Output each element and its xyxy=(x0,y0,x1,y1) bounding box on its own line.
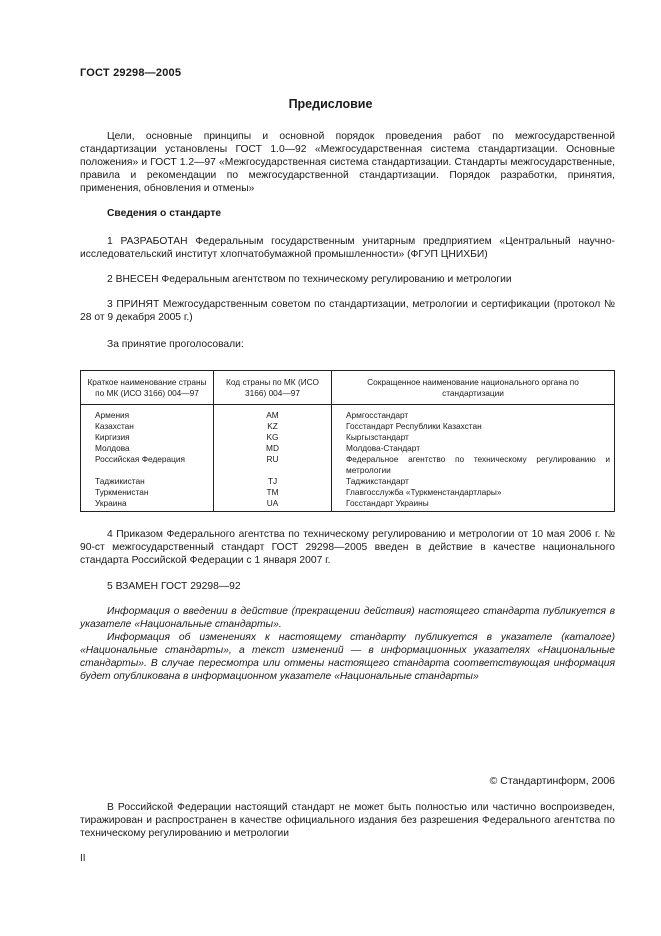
body-cell: Госстандарт Республики Казахстан xyxy=(332,421,615,432)
body-cell: Госстандарт Украины xyxy=(332,498,615,512)
country-cell: Киргизия xyxy=(81,432,214,443)
code-cell: AM xyxy=(214,405,332,422)
info-changes: Информация об изменениях к настоящему стандарту публикуется в указателе (каталоге) «Национальные стандарты», а текст изменений — в информационных указателях «Национальные стандарты». В случае пересмотра или отмены настоящего стандарта соответствующая информация будет опубликована в информационном указателе «Национальные стандарты» xyxy=(80,632,615,682)
section-heading: Сведения о стандарте xyxy=(107,208,222,219)
code-cell: MD xyxy=(214,443,332,454)
code-cell: TM xyxy=(214,487,332,498)
intro-paragraph: Цели, основные принципы и основной порядок проведения работ по межгосударственной стандартизации установлены ГОСТ 1.0—92 «Межгосударственная система стандартизации. Основные положения» и ГОСТ 1.2—97 «Межгосударственная система стандартизации. Стандарты межгосударственные, правила и рекомендации по межгосударственной стандартизации. Порядок разработки, принятия, применения, обновления и отмены» xyxy=(80,131,615,194)
country-cell: Молдова xyxy=(81,443,214,454)
code-cell: RU xyxy=(214,454,332,476)
info-publication: Информация о введении в действие (прекращении действия) настоящего стандарта публикуется в указателе «Национальные стандарты». xyxy=(80,606,615,630)
code-cell: TJ xyxy=(214,476,332,487)
country-cell: Российская Федерация xyxy=(81,454,214,476)
table-row xyxy=(81,432,615,443)
table-row xyxy=(81,405,615,422)
table-row xyxy=(81,421,615,432)
body-cell: Кыргызстандарт xyxy=(332,432,615,443)
country-cell: Украина xyxy=(81,498,214,512)
table-row xyxy=(81,487,615,498)
item-introduced: 2 ВНЕСЕН Федеральным агентством по техническому регулированию и метрологии xyxy=(107,274,512,285)
body-cell: Таджикстандарт xyxy=(332,476,615,487)
column-header-country: Краткое наименование страны по МК (ИСО 3166) 004—97 xyxy=(81,371,214,405)
body-cell: Главгосслужба «Туркменстандартлары» xyxy=(332,487,615,498)
code-cell: KZ xyxy=(214,421,332,432)
page-number: II xyxy=(80,853,86,864)
body-cell: Армгосстандарт xyxy=(332,405,615,422)
item-order: 4 Приказом Федерального агентства по техническому регулированию и метрологии от 10 мая 2006 г. № 90-ст межгосударственный стандарт ГОСТ 29298—2005 введен в действие в качестве национального стандарта Российской Федерации с 1 января 2007 г. xyxy=(80,529,615,566)
copyright-notice: © Стандартинформ, 2006 xyxy=(489,775,615,787)
item-developed: 1 РАЗРАБОТАН Федеральным государственным унитарным предприятием «Центральный научно-исследовательский институт хлопчатобумажной промышленности» (ФГУП ЦНИХБИ) xyxy=(80,236,615,260)
table-row xyxy=(81,498,615,512)
table-row xyxy=(81,443,615,454)
country-cell: Армения xyxy=(81,405,214,422)
table-row xyxy=(81,454,615,476)
document-code-header: ГОСТ 29298—2005 xyxy=(80,67,182,79)
country-cell: Казахстан xyxy=(81,421,214,432)
item-adopted: 3 ПРИНЯТ Межгосударственным советом по стандартизации, метрологии и сертификации (протокол № 28 от 9 декабря 2005 г.) xyxy=(80,299,615,323)
legal-notice: В Российской Федерации настоящий стандарт не может быть полностью или частично воспроизведен, тиражирован и распространен в качестве официального издания без разрешения Федерального агентства по техническому регулированию и метрологии xyxy=(80,802,615,839)
country-cell: Туркменистан xyxy=(81,487,214,498)
table-header-row xyxy=(81,371,615,405)
code-cell: UA xyxy=(214,498,332,512)
column-header-code: Код страны по МК (ИСО 3166) 004—97 xyxy=(214,371,332,405)
body-cell: Федеральное агентство по техническому регулированию и метрологии xyxy=(332,454,615,476)
voting-countries-table xyxy=(80,370,615,512)
code-cell: KG xyxy=(214,432,332,443)
page-title: Предисловие xyxy=(288,97,373,111)
table-row xyxy=(81,476,615,487)
column-header-body: Сокращенное наименование национального органа по стандартизации xyxy=(332,371,615,405)
body-cell: Молдова-Стандарт xyxy=(332,443,615,454)
voted-label: За принятие проголосовали: xyxy=(107,339,244,350)
country-cell: Таджикистан xyxy=(81,476,214,487)
item-replaces: 5 ВЗАМЕН ГОСТ 29298—92 xyxy=(107,581,241,592)
